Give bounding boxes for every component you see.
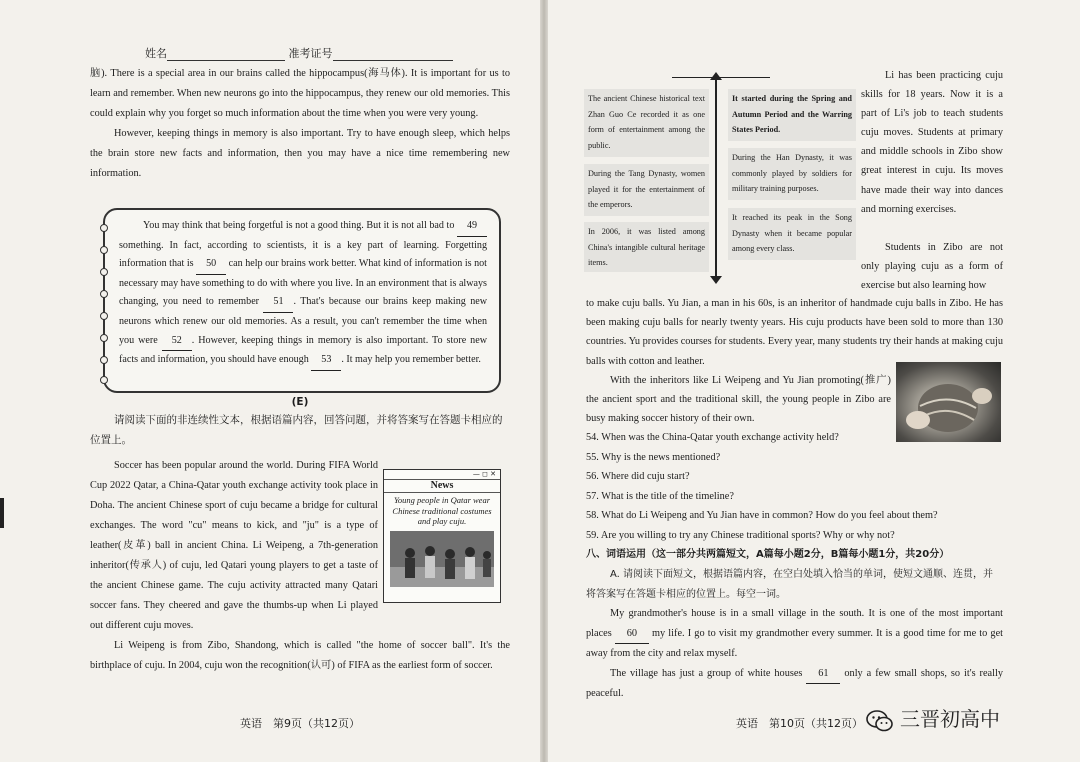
paragraph-zibo: Li Weipeng is from Zibo, Shandong, which is called "the home of soccer ball". It's the birthplace of cuju. In 2004, cuju won the recognition(认可) of FIFA as the earliest form of soccer. <box>90 640 510 671</box>
news-photo <box>390 531 494 587</box>
timeline-box-song: It reached its peak in the Song Dynasty when it became popular among every class. <box>728 208 856 260</box>
timeline-box-zhanguoce: The ancient Chinese historical text Zhan Guo Ce recorded it as one form of entertainment among the public. <box>584 89 709 157</box>
ring-icon <box>100 376 108 384</box>
blank-61[interactable]: 61 <box>806 664 840 685</box>
blank-50[interactable]: 50 <box>196 255 226 275</box>
paragraph-inheritors: With the inheritors like Li Weipeng and Yu Jian promoting(推广) the ancient sport and the traditional skill, the young people in Zibo are busy making soccer history of their own. <box>586 375 891 425</box>
paragraph-zibo-students: Students in Zibo are not only playing cuju as a form of exercise but also learning how <box>861 242 1003 292</box>
question-59: 59. Are you willing to try any Chinese traditional sports? Why or why not? <box>586 529 895 541</box>
question-57: 57. What is the title of the timeline? <box>586 490 734 502</box>
part-8-heading: 八、词语运用（这一部分共两篇短文，A篇每小题2分，B篇每小题1分，共20分） <box>586 549 950 560</box>
section-e-title: (E) <box>291 396 309 408</box>
ring-icon <box>100 224 108 232</box>
ring-icon <box>100 334 108 342</box>
ring-icon <box>100 312 108 320</box>
edge-mark <box>0 498 4 528</box>
summary-note-box <box>103 208 501 393</box>
timeline-box-spring-autumn: It started during the Spring and Autumn Period and the Warring States Period. <box>728 89 856 141</box>
page-footer-9: 英语 第9页（共12页） <box>240 717 360 730</box>
timeline-box-han: During the Han Dynasty, it was commonly played by soldiers for military training purposes. <box>728 148 856 200</box>
blank-51[interactable]: 51 <box>263 293 293 313</box>
summary-text: You may think that being forgetful is not a good thing. But it is not all bad to 49 something. In fact, according to scientists, it is a key part of learning. Forgetting information that is 50 can help our brains work better. What kind of information is not necessary may have something to do with where you live. In an environment that is always changing, you need to remember 51 . That's because our brains keep making new neurons which renew our old memories. As a result, you can't remember the time when you were 52 . However, keeping things in memory is also important. To store new facts and information, you should have enough 53 . It may help you remember better. <box>119 217 487 371</box>
blank-60[interactable]: 60 <box>615 624 649 645</box>
paragraph-hippocampus: 脑). There is a special area in our brains called the hippocampus(海马体). It is important for us to learn and remember. When new neurons go into the hippocampus, they renew our old memories. This could explain why you forget so much information about the time when you were very young. <box>90 68 510 119</box>
blank-53[interactable]: 53 <box>311 351 341 371</box>
question-56: 56. Where did cuju start? <box>586 471 690 482</box>
paragraph-yu-jian: to make cuju balls. Yu Jian, a man in his 60s, is an inheritor of handmade cuju balls in Zibo. He has been making cuju balls for nearly twenty years. His cuju products have been sold to more than 130 countries. Yu provides courses for students. Every year, many students try their hands at making cuju balls with cotton and leather. <box>586 298 1003 367</box>
news-box <box>383 469 501 603</box>
timeline-box-tang: During the Tang Dynasty, women played it for the entertainment of the emperors. <box>584 164 709 216</box>
ring-icon <box>100 268 108 276</box>
wechat-icon <box>866 710 894 732</box>
window-controls: — ◻ ✕ <box>384 470 500 480</box>
paragraph-li-practice: Li has been practicing cuju skills for 18 years. Now it is a part of Li's job to teach students cuju moves. Students at primary and middle schools in Zibo show great interest in cuju. Its moves have made their way into dances and morning exercises. <box>861 70 1003 215</box>
blank-52[interactable]: 52 <box>162 332 192 352</box>
part-a-instruction: A. 请阅读下面短文，根据语篇内容，在空白处填入恰当的单词，使短文通顺、连贯，并将答案写在答题卡相应的位置上。每空一词。 <box>586 569 994 600</box>
watermark-text: 三晋初高中 <box>900 707 1000 731</box>
page-footer-10: 英语 第10页（共12页） <box>736 717 863 730</box>
wechat-watermark <box>866 703 1000 732</box>
ticket-field <box>333 49 453 61</box>
instruction-text: 请阅读下面的非连续性文本，根据语篇内容，回答问题，并将答案写在答题卡相应的位置上。 <box>90 414 503 446</box>
paragraph-village: The village has just a group of white houses 61 only a few small shops, so it's really peaceful. <box>586 664 1003 704</box>
name-label: 姓名 <box>145 47 167 60</box>
ring-icon <box>100 290 108 298</box>
news-caption: Young people in Qatar wear Chinese traditional costumes and play cuju. <box>392 495 492 526</box>
page-fold <box>540 0 548 762</box>
candidate-info-line <box>145 45 453 61</box>
paragraph-memory: However, keeping things in memory is also important. Try to have enough sleep, which helps the brain store new facts and information, then you may have a nice time remembering new information. <box>90 128 510 179</box>
ticket-label: 准考证号 <box>288 47 333 60</box>
question-54: 54. When was the China-Qatar youth exchange activity held? <box>586 432 839 443</box>
question-58: 58. What do Li Weipeng and Yu Jian have in common? How do you feel about them? <box>586 510 938 521</box>
blank-49[interactable]: 49 <box>457 217 487 237</box>
paragraph-soccer: Soccer has been popular around the world. During FIFA World Cup 2022 Qatar, a China-Qatar youth exchange activity took place in Doha. The ancient Chinese sport of cuju became a bridge for cultural exchanges. The word "cu" means to kick, and "ju" is a type of leather(皮革) ball in ancient China. Li Weipeng, a 7th-generation inheritor(传承人) of cuju, led Qatari young players to get a taste of the ancient Chinese game. The cuju activity attracted many Qatari soccer fans. They cheered and gave the thumbs-up when Li played out different cuju moves. <box>90 460 378 631</box>
paragraph-grandmother: My grandmother's house is in a small village in the south. It is one of the most important places 60 my life. I go to visit my grandmother every summer. It is a good time for me to get away from the city and relax myself. <box>586 608 1003 659</box>
news-title: News <box>384 480 500 493</box>
cuju-ball-photo <box>896 362 1001 442</box>
ring-icon <box>100 246 108 254</box>
timeline-box-2006: In 2006, it was listed among China's intangible cultural heritage items. <box>584 222 709 272</box>
name-field <box>167 49 285 61</box>
question-55: 55. Why is the news mentioned? <box>586 451 721 463</box>
ring-icon <box>100 356 108 364</box>
